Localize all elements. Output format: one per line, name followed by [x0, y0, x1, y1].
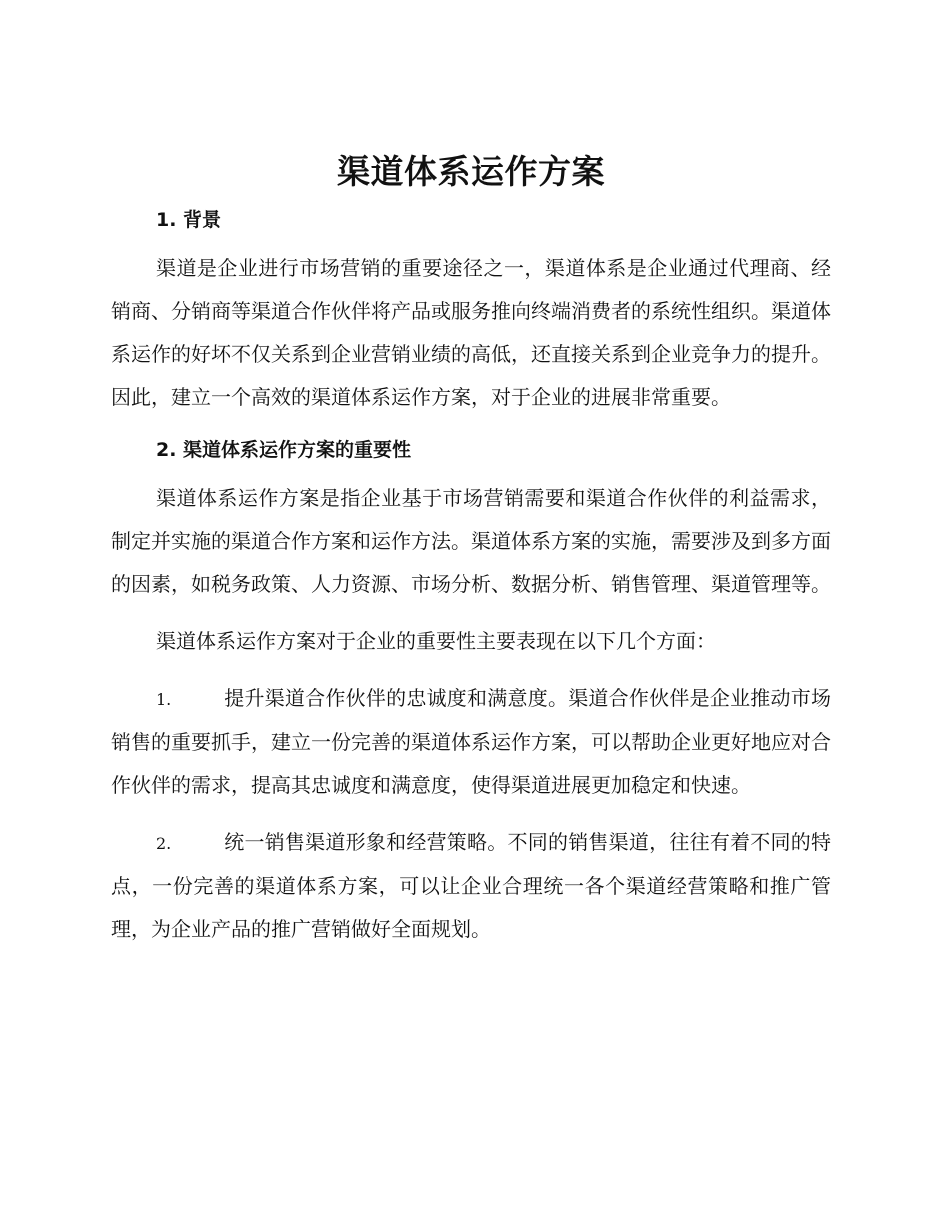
importance-paragraph: 渠道体系运作方案是指企业基于市场营销需要和渠道合作伙伴的利益需求，制定并实施的渠道合作方案和运作方法。渠道体系方案的实施，需要涉及到多方面的因素，如税务政策、人力资源、市场分析、数据分析、销售管理、渠道管理等。 — [111, 486, 831, 596]
list-item-number: 2. — [156, 834, 172, 853]
list-item — [111, 677, 831, 807]
importance-intro-paragraph: 渠道体系运作方案对于企业的重要性主要表现在以下几个方面： — [156, 629, 716, 653]
document-content — [111, 148, 831, 951]
background-paragraph: 渠道是企业进行市场营销的重要途径之一，渠道体系是企业通过代理商、经销商、分销商等渠道合作伙伴将产品或服务推向终端消费者的系统性组织。渠道体系运作的好坏不仅关系到企业营销业绩的高低，还直接关系到企业竞争力的提升。因此，建立一个高效的渠道体系运作方案，对于企业的进展非常重要。 — [111, 256, 831, 409]
list-item — [111, 821, 831, 951]
section-heading-importance: 2. 渠道体系运作方案的重要性 — [156, 439, 412, 461]
list-item-text: 提升渠道合作伙伴的忠诚度和满意度。渠道合作伙伴是企业推动市场销售的重要抓手，建立一份完善的渠道体系运作方案，可以帮助企业更好地应对合作伙伴的需求，提高其忠诚度和满意度，使得渠道进展更加稳定和快速。 — [111, 686, 831, 797]
list-item-number: 1. — [156, 690, 172, 709]
section-heading-background: 1. 背景 — [156, 209, 222, 231]
page-title: 渠道体系运作方案 — [337, 152, 605, 191]
list-item-text: 统一销售渠道形象和经营策略。不同的销售渠道，往往有着不同的特点，一份完善的渠道体系方案，可以让企业合理统一各个渠道经营策略和推广管理，为企业产品的推广营销做好全面规划。 — [111, 830, 831, 941]
